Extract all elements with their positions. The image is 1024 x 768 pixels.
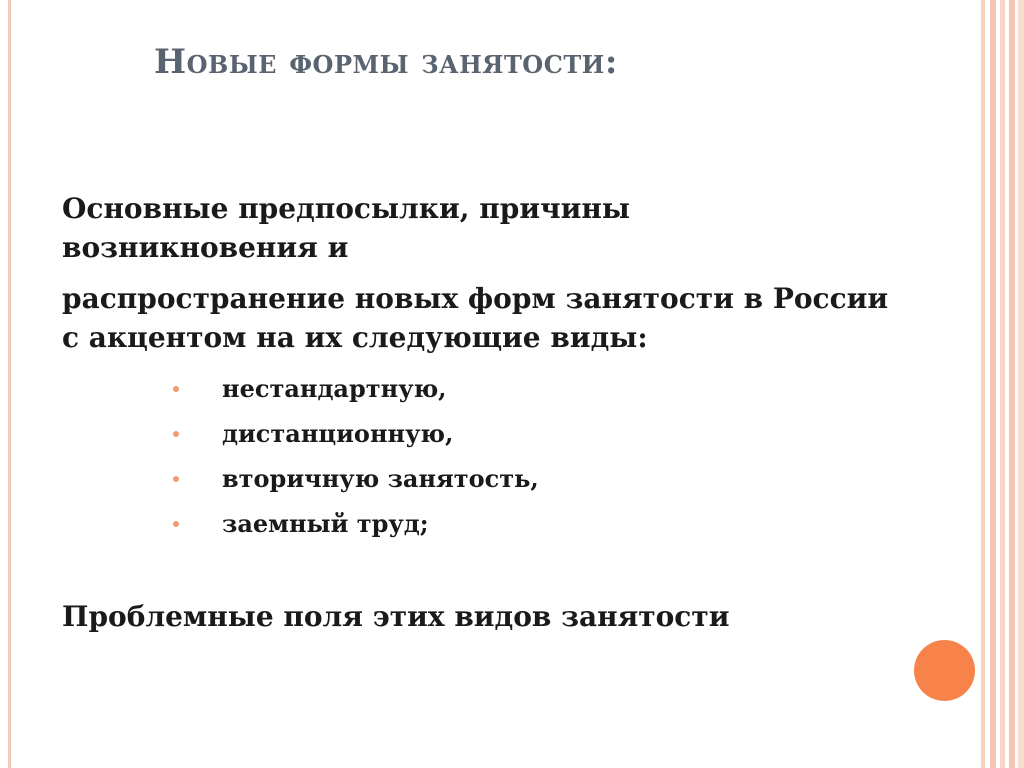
intro-paragraph-continued: распространение новых форм занятости в России с акцентом на их следующие виды: bbox=[62, 282, 889, 354]
intro-paragraph: Основные предпосылки, причины возникновения и bbox=[62, 192, 630, 264]
left-border-line bbox=[8, 0, 11, 768]
problem-areas-paragraph: Проблемные поля этих видов занятости bbox=[62, 600, 730, 633]
bullet-icon bbox=[173, 521, 179, 527]
decorative-stripe bbox=[990, 0, 996, 768]
list-item-label: заемный труд; bbox=[222, 509, 429, 538]
decorative-stripe bbox=[1000, 0, 1005, 768]
decorative-stripe bbox=[1018, 0, 1024, 768]
decorative-stripe bbox=[981, 0, 985, 768]
list-item-label: нестандартную, bbox=[222, 374, 447, 403]
decorative-stripe bbox=[1009, 0, 1015, 768]
orange-circle-decoration bbox=[914, 640, 975, 701]
list-item-label: дистанционную, bbox=[222, 419, 454, 448]
slide-title: Новые формы занятости: bbox=[154, 42, 618, 82]
list-item-label: вторичную занятость, bbox=[222, 464, 539, 493]
bullet-icon bbox=[173, 386, 179, 392]
bullet-icon bbox=[173, 476, 179, 482]
bullet-icon bbox=[173, 431, 179, 437]
